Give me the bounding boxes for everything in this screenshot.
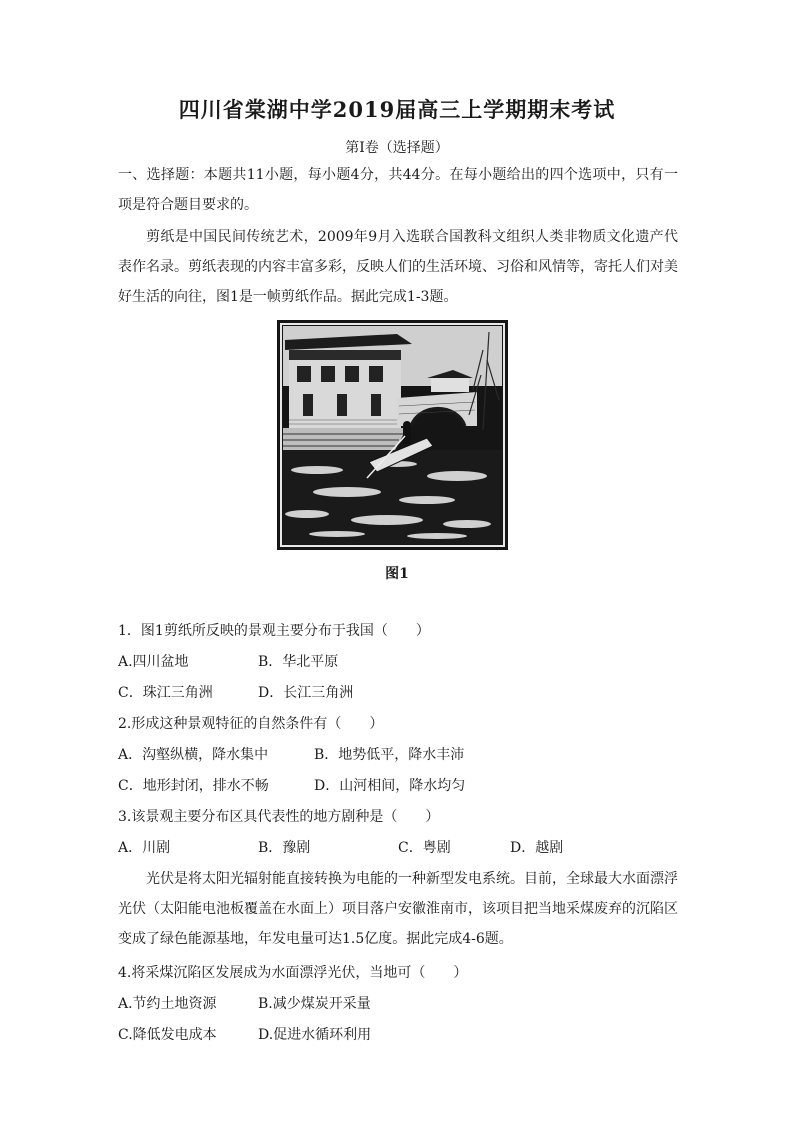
passage-photovoltaic: 光伏是将太阳光辐射能直接转换为电能的一种新型发电系统。目前，全球最大水面漂浮光伏（太阳能电池板覆盖在水面上）项目落户安徽淮南市，该项目把当地采煤废弃的沉陷区变成了绿色能源基地，年发电量可达1.5亿度。据此完成4-6题。 [118,871,678,947]
question-3-option-c[interactable]: C．粤剧 [398,840,451,856]
question-2-option-a[interactable]: A．沟壑纵横，降水集中 [118,747,269,763]
question-1-option-b[interactable]: B．华北平原 [258,654,339,670]
question-2-option-c[interactable]: C．地形封闭，排水不畅 [118,778,269,794]
question-3-stem: 3.该景观主要分布区具代表性的地方剧种是（ ） [118,809,440,825]
passage-papercut: 剪纸是中国民间传统艺术，2009年9月入选联合国教科文组织人类非物质文化遗产代表作名录。剪纸表现的内容丰富多彩，反映人们的生活环境、习俗和风情等，寄托人们对美好生活的向往，图1是一帧剪纸作品。据此完成1-3题。 [118,229,678,305]
question-1-option-c[interactable]: C．珠江三角洲 [118,685,213,701]
figure-caption: 图1 [385,566,409,582]
question-1-option-d[interactable]: D．长江三角洲 [258,685,354,701]
question-1-stem: 1．图1剪纸所反映的景观主要分布于我国（ ） [118,623,430,639]
exam-title: 四川省棠湖中学2019届高三上学期期末考试 [178,97,616,122]
question-4-option-d[interactable]: D.促进水循环利用 [258,1027,372,1043]
question-2-option-b[interactable]: B．地势低平，降水丰沛 [314,747,465,763]
question-4-option-a[interactable]: A.节约土地资源 [118,996,217,1012]
question-3-option-a[interactable]: A．川剧 [118,840,171,856]
question-4-option-c[interactable]: C.降低发电成本 [118,1027,217,1043]
question-2-option-d[interactable]: D．山河相间，降水均匀 [314,778,466,794]
paper-cut-water-town-image [277,320,508,550]
section-instructions: 一、选择题：本题共11小题，每小题4分，共44分。在每小题给出的四个选项中，只有一项是符合题目要求的。 [118,167,678,213]
question-4-stem: 4.将采煤沉陷区发展成为水面漂浮光伏，当地可（ ） [118,965,468,981]
question-2-stem: 2.形成这种景观特征的自然条件有（ ） [118,716,384,732]
question-3-option-d[interactable]: D．越剧 [510,840,564,856]
question-3-option-b[interactable]: B．豫剧 [258,840,311,856]
question-1-option-a[interactable]: A.四川盆地 [118,654,189,670]
section-subtitle: 第Ⅰ卷（选择题） [345,140,449,156]
question-4-option-b[interactable]: B.减少煤炭开采量 [258,996,371,1012]
